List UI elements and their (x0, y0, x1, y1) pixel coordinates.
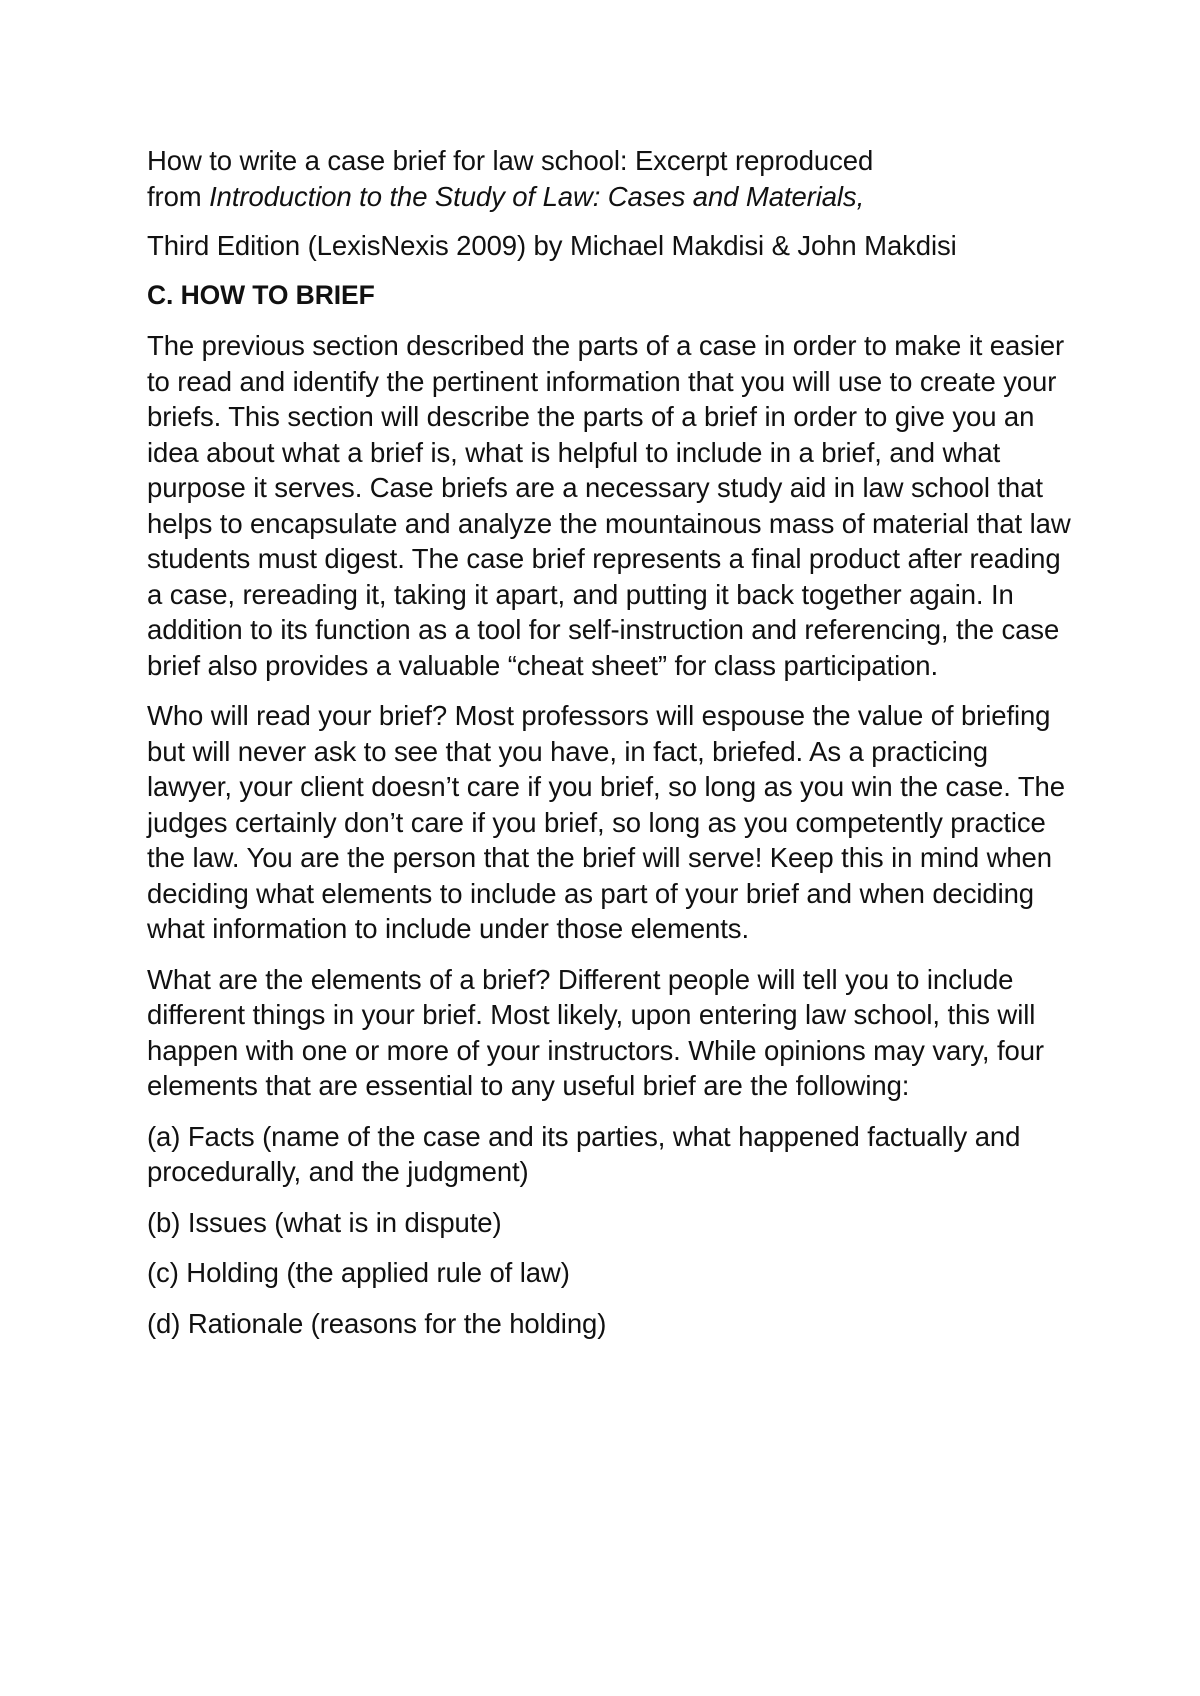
intro-line-2 (147, 179, 1077, 215)
paragraph-1: The previous section described the parts of a case in order to make it easier to read and identify the pertinent information that you will use to create your briefs. This section will describe the parts of a brief in order to give you an idea about what a brief is, what is helpful to include in a brief, and what purpose it serves. Case briefs are a necessary study aid in law school that helps to encapsulate and analyze the mountainous mass of material that law students must digest. The case brief represents a final product after reading a case, rereading it, taking it apart, and putting it back together again. In addition to its function as a tool for self-instruction and referencing, the case brief also provides a valuable “cheat sheet” for class participation. (147, 330, 1071, 681)
element-rationale: (d) Rationale (reasons for the holding) (147, 1307, 607, 1339)
book-title: Introduction to the Study of Law: Cases and Materials, (209, 180, 865, 212)
intro-line-1: How to write a case brief for law school: Excerpt reproduced (147, 145, 874, 176)
document-page (147, 143, 1077, 1341)
paragraph-3: What are the elements of a brief? Different people will tell you to include different things in your brief. Most likely, upon entering law school, this will happen with one or more of your instructors. While opinions may vary, four elements that are essential to any useful brief are the following: (147, 963, 1044, 1101)
intro-line-2-prefix: from (147, 180, 210, 212)
element-facts: (a) Facts (name of the case and its parties, what happened factually and procedurally, and the judgment) (147, 1120, 1021, 1187)
section-heading: C. HOW TO BRIEF (147, 279, 375, 310)
intro-text (147, 143, 1077, 214)
element-issues: (b) Issues (what is in dispute) (147, 1206, 502, 1238)
edition-line: Third Edition (LexisNexis 2009) by Michael Makdisi & John Makdisi (147, 230, 957, 261)
element-holding: (c) Holding (the applied rule of law) (147, 1257, 570, 1288)
paragraph-2: Who will read your brief? Most professors will espouse the value of briefing but will never ask to see that you have, in fact, briefed. As a practicing lawyer, your client doesn’t care if you brief, so long as you win the case. The judges certainly don’t care if you brief, so long as you competently practice the law. You are the person that the brief will serve! Keep this in mind when deciding what elements to include as part of your brief and when deciding what information to include under those elements. (147, 700, 1065, 944)
